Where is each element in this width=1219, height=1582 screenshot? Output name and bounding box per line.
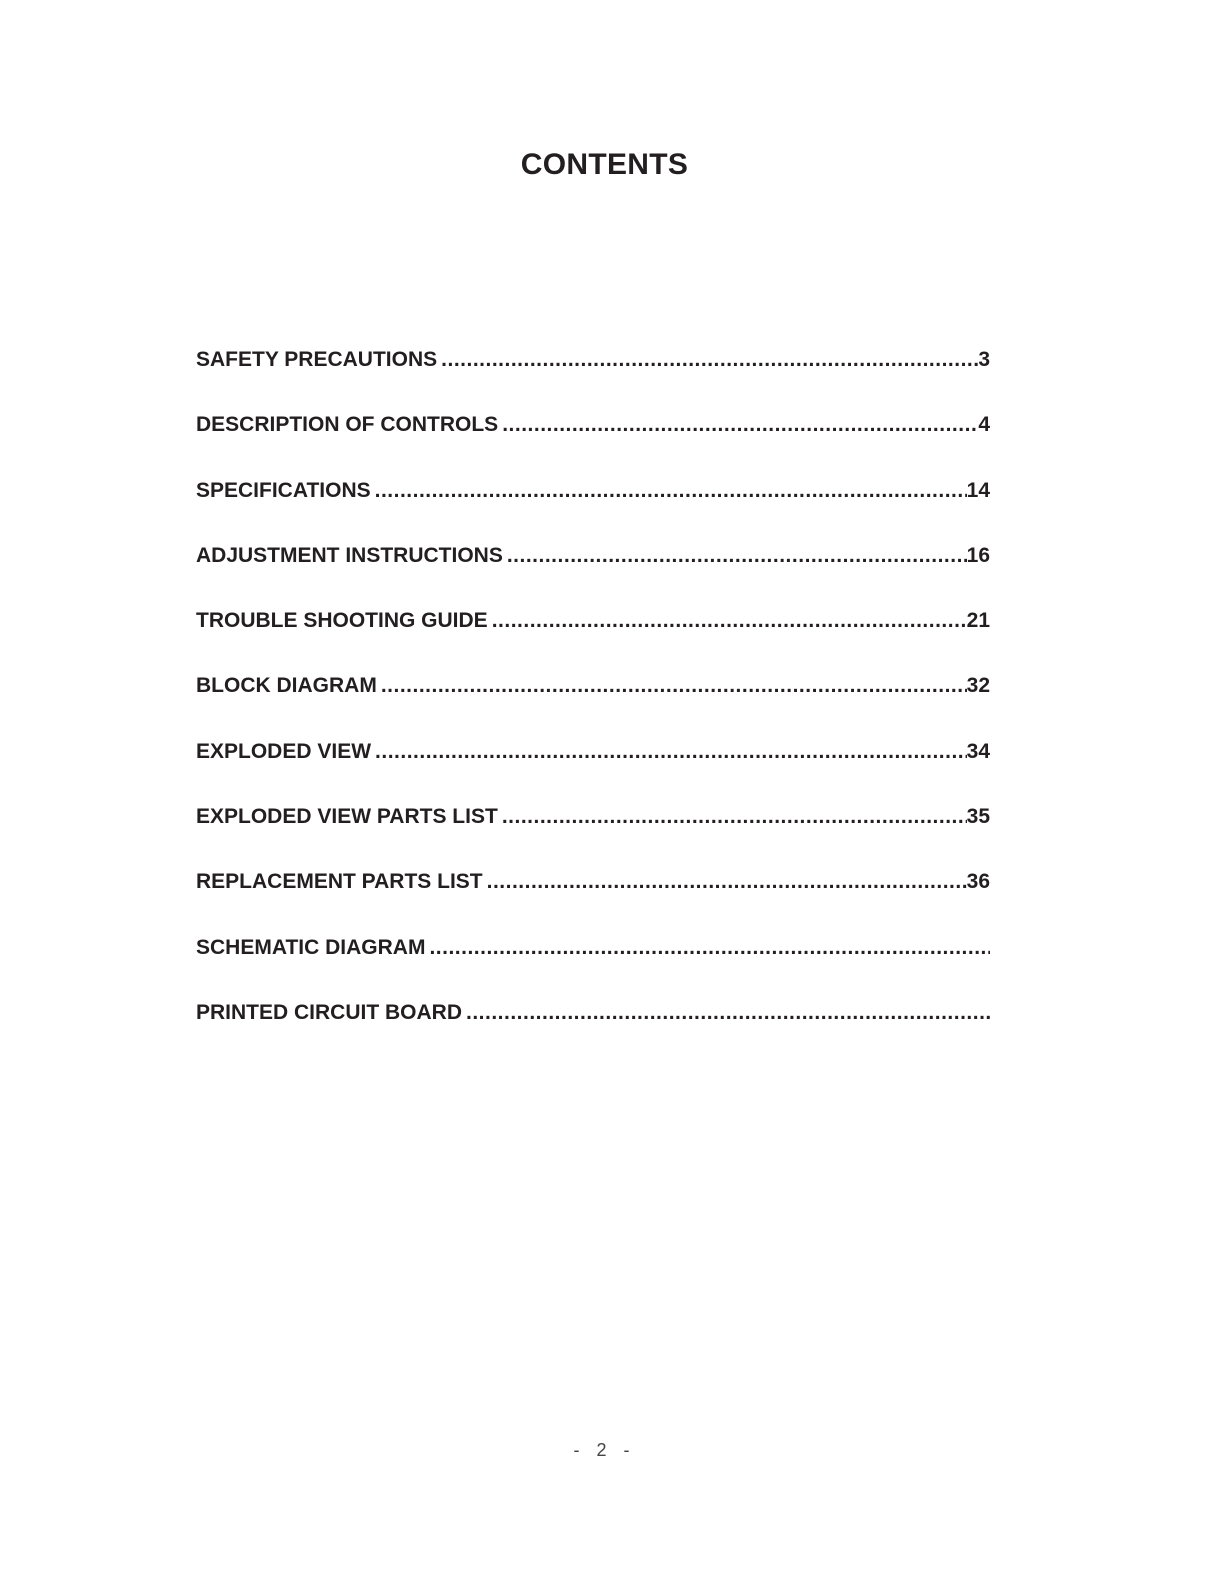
dot-leader bbox=[441, 345, 978, 375]
dot-leader bbox=[466, 998, 990, 1028]
toc-entry-page: 3 bbox=[978, 348, 990, 371]
toc-entry-label: BLOCK DIAGRAM bbox=[196, 674, 377, 698]
dot-leader bbox=[429, 933, 990, 963]
toc-entry-page: 21 bbox=[966, 609, 990, 633]
dot-leader bbox=[507, 541, 967, 571]
page-title: CONTENTS bbox=[520, 148, 689, 181]
toc-entry[interactable] bbox=[196, 476, 990, 541]
toc-entry-page: 34 bbox=[966, 739, 990, 763]
toc-entry[interactable] bbox=[196, 606, 990, 671]
dot-leader bbox=[381, 671, 967, 701]
page-number: - 2 - bbox=[573, 1440, 636, 1460]
dot-leader bbox=[375, 476, 967, 506]
toc-entry-page: 36 bbox=[966, 870, 990, 894]
toc-entry[interactable] bbox=[196, 410, 990, 475]
toc-entry-label: ADJUSTMENT INSTRUCTIONS bbox=[196, 543, 503, 567]
toc-entry-page: 4 bbox=[978, 413, 990, 437]
toc-entry[interactable] bbox=[196, 345, 990, 410]
toc-entry[interactable] bbox=[196, 671, 990, 736]
toc-entry-page: 32 bbox=[966, 674, 990, 698]
toc-entry-label: SCHEMATIC DIAGRAM bbox=[196, 935, 426, 959]
dot-leader bbox=[375, 737, 967, 767]
toc-entry-page: 16 bbox=[966, 543, 990, 567]
toc-entry-label: SAFETY PRECAUTIONS bbox=[196, 348, 438, 371]
toc-entry-label: EXPLODED VIEW bbox=[196, 739, 372, 763]
table-of-contents bbox=[196, 345, 990, 1063]
toc-entry-label: EXPLODED VIEW PARTS LIST bbox=[196, 805, 498, 829]
toc-entry[interactable] bbox=[196, 998, 990, 1063]
toc-entry-label: SPECIFICATIONS bbox=[196, 478, 371, 502]
dot-leader bbox=[502, 410, 978, 440]
toc-entry-label: REPLACEMENT PARTS LIST bbox=[196, 870, 483, 894]
toc-entry[interactable] bbox=[196, 802, 990, 867]
toc-entry-label: DESCRIPTION OF CONTROLS bbox=[196, 413, 499, 437]
dot-leader bbox=[502, 802, 967, 832]
toc-entry-page: 14 bbox=[966, 478, 990, 502]
toc-entry[interactable] bbox=[196, 541, 990, 606]
toc-entry-page: 35 bbox=[966, 805, 990, 829]
dot-leader bbox=[492, 606, 967, 636]
toc-entry[interactable] bbox=[196, 737, 990, 802]
toc-entry-label: TROUBLE SHOOTING GUIDE bbox=[196, 609, 488, 633]
toc-entry-label: PRINTED CIRCUIT BOARD bbox=[196, 1000, 462, 1024]
toc-entry[interactable] bbox=[196, 933, 990, 998]
toc-entry[interactable] bbox=[196, 867, 990, 932]
dot-leader bbox=[487, 867, 967, 897]
